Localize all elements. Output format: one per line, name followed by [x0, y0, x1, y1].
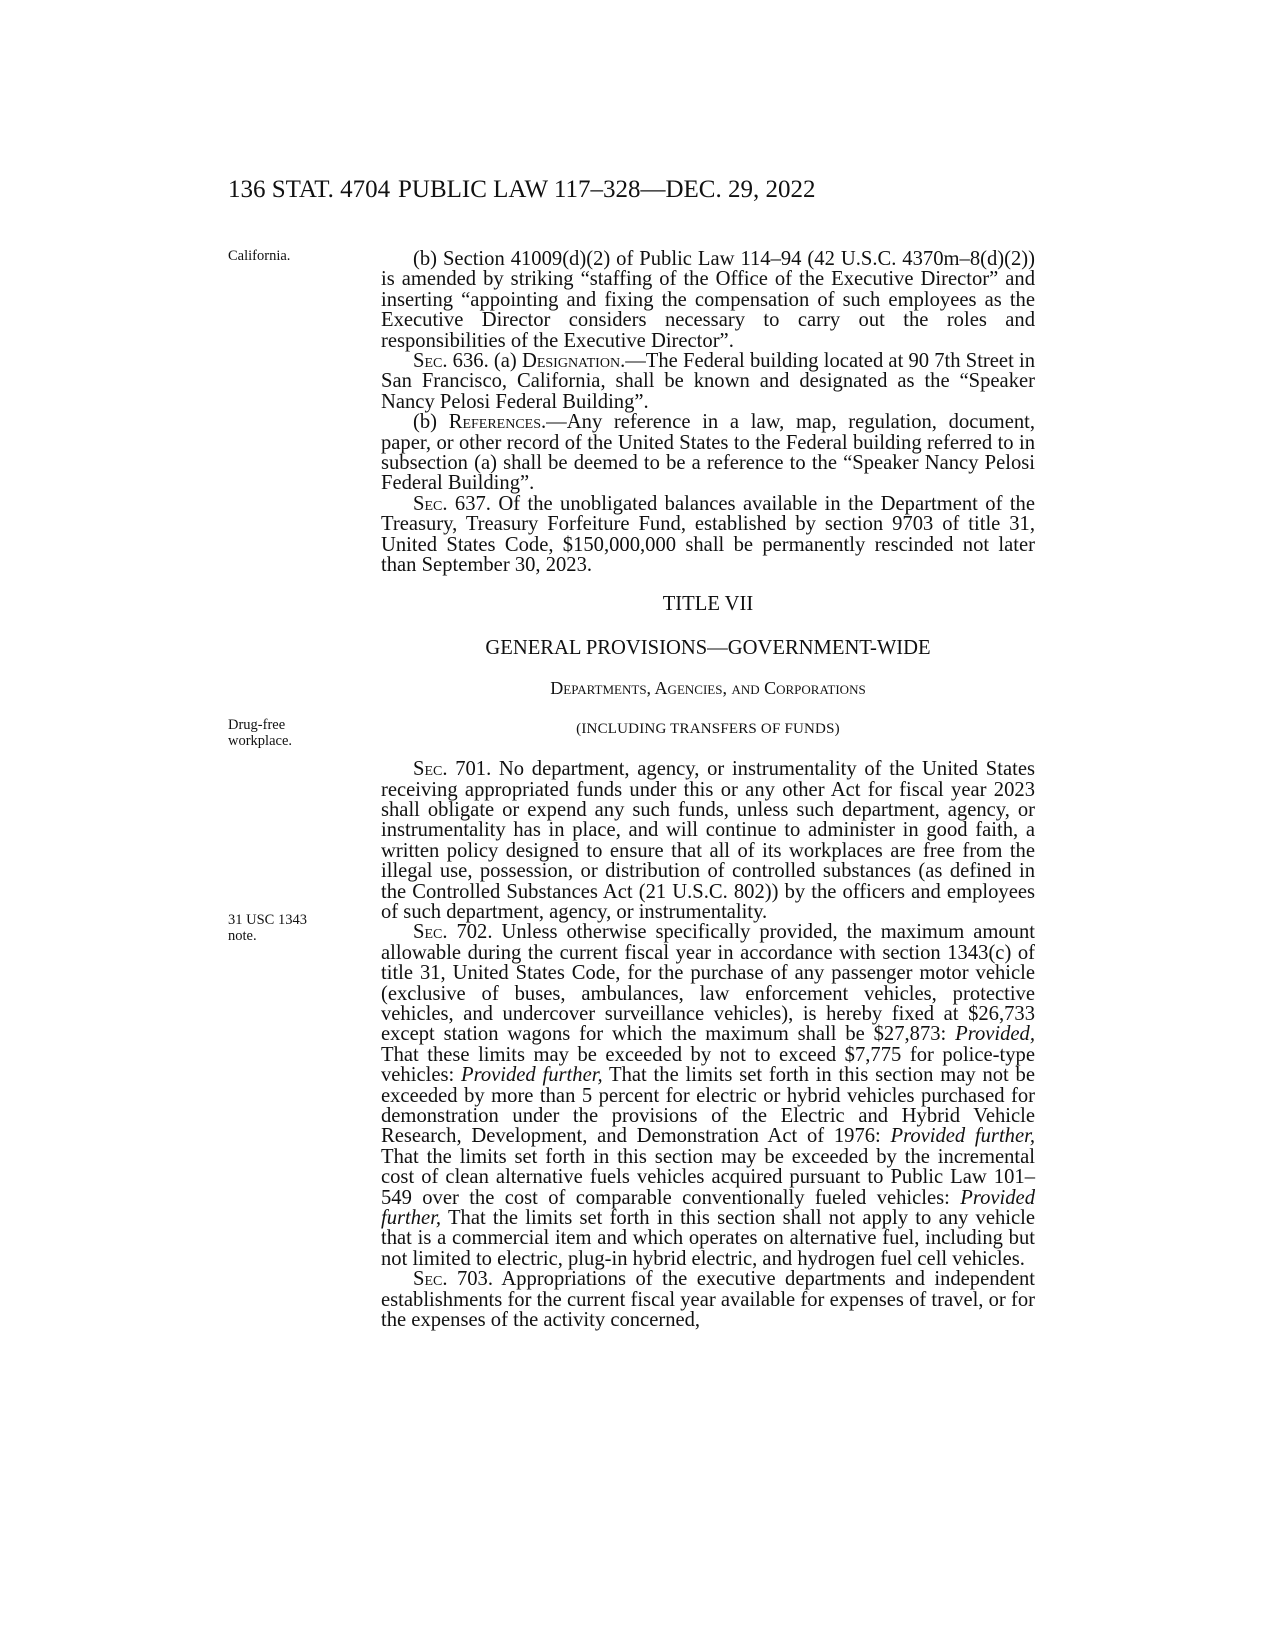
subsection-text: .—Any reference in a law, map, regulation, document, paper, or other record of the United States to the Federal building referred to in subsection (a) shall be deemed to be a reference to the “Speaker Nancy Pelosi Federal Building”.: [381, 411, 1035, 495]
paragraph-b: (b) Section 41009(d)(2) of Public Law 114–94 (42 U.S.C. 4370m–8(d)(2)) is amended by striking “staffing of the Office of the Executive Director” and inserting “appointing and fixing the compensation of such employees as the Executive Director considers necessary to carry out the roles and responsibilities of the Executive Director”.: [381, 248, 1035, 352]
margin-note-line: workplace.: [228, 733, 293, 749]
proviso: Provided further,: [890, 1125, 1035, 1148]
section-text: That the limits set forth in this section may be exceeded by the incremental cost of clean alternative fuels vehicles acquired pursuant to Public Law 101–549 over the cost of comparable conventionally fueled vehicles:: [381, 1145, 1035, 1209]
running-head: PUBLIC LAW 117–328—DEC. 29, 2022: [398, 176, 816, 203]
title-heading: TITLE VII: [662, 592, 754, 615]
subsection-number: 636. (a): [447, 350, 522, 373]
section-636-b: [381, 412, 1035, 494]
title-subtitle: GENERAL PROVISIONS—GOVERNMENT-WIDE: [485, 636, 931, 659]
proviso: Provided further,: [381, 1186, 1035, 1230]
margin-note-drug-free: [228, 717, 338, 749]
sec-label: Sec.: [413, 350, 448, 373]
subsection-heading: Designation: [521, 350, 621, 373]
margin-note-line: Drug-free: [228, 717, 286, 733]
margin-note-california: California.: [228, 248, 291, 264]
subsection-heading: References: [448, 411, 542, 434]
section-text: 703. Appropriations of the executive departments and independent establishments for the current fiscal year available for expenses of travel, or for the expenses of the activity concerned,: [381, 1268, 1035, 1332]
statute-page-number: 136 STAT. 4704: [228, 176, 391, 203]
subsection-text: .—The Federal building located at 90 7th Street in San Francisco, California, shall be known and designated as the “Speaker Nancy Pelosi Federal Building”.: [381, 350, 1035, 413]
section-text: That these limits may be exceeded by not to exceed $7,775 for police-type vehicles:: [381, 1043, 1035, 1087]
section-703: [381, 1269, 1035, 1330]
section-text: 701. No department, agency, or instrumentality of the United States receiving appropriated funds under this or any other Act for fiscal year 2023 shall obligate or expend any such funds, unless such department, agency, or instrumentality has in place, and will continue to administer in good faith, a written policy designed to ensure that all of its workplaces are free from the illegal use, possession, or distribution of controlled substances (as defined in the Controlled Substances Act (21 U.S.C. 802)) by the officers and employees of such department, agency, or instrumentality.: [381, 758, 1035, 923]
section-text: 702. Unless otherwise specifically provided, the maximum amount allowable during the current fiscal year in accordance with section 1343(c) of title 31, United States Code, for the purchase of any passenger motor vehicle (exclusive of buses, ambulances, law enforcement vehicles, protective vehicles, and undercover surveillance vehicles), is hereby fixed at $26,733 except station wagons for which the maximum shall be $27,873:: [381, 921, 1035, 1046]
section-text: That the limits set forth in this section may not be exceeded by more than 5 percent for electric or hybrid vehicles purchased for demonstration under the provisions of the Electric and Hybrid Vehicle Research, Development, and Demonstration Act of 1976:: [381, 1064, 1035, 1148]
section-637: [381, 494, 1035, 576]
section-text: That the limits set forth in this section shall not apply to any vehicle that is a commercial item and which operates on alternative fuel, including but not limited to electric, plug-in hybrid electric, and hydrogen fuel cell vehicles.: [381, 1207, 1035, 1270]
proviso: Provided,: [955, 1023, 1035, 1046]
margin-note-line: note.: [228, 928, 257, 944]
sec-label: Sec.: [413, 492, 448, 515]
section-636-a: [381, 351, 1035, 412]
page-header: [228, 176, 1040, 216]
proviso: Provided further,: [461, 1064, 603, 1087]
section-group-subheading: (INCLUDING TRANSFERS OF FUNDS): [576, 720, 840, 737]
margin-note-usc: [228, 912, 338, 944]
section-701: [381, 759, 1035, 922]
section-702: [381, 922, 1035, 1269]
section-group-heading: Departments, Agencies, and Corporations: [550, 678, 866, 699]
subsection-number: (b): [413, 411, 449, 434]
document-body: [381, 249, 1035, 1331]
margin-note-line: 31 USC 1343: [228, 912, 307, 928]
sec-label: Sec.: [413, 758, 448, 781]
sec-label: Sec.: [413, 921, 448, 944]
sec-label: Sec.: [413, 1268, 448, 1291]
section-text: 637. Of the unobligated balances available in the Department of the Treasury, Treasury Forfeiture Fund, established by section 9703 of title 31, United States Code, $150,000,000 shall be permanently rescinded not later than September 30, 2023.: [381, 492, 1035, 577]
